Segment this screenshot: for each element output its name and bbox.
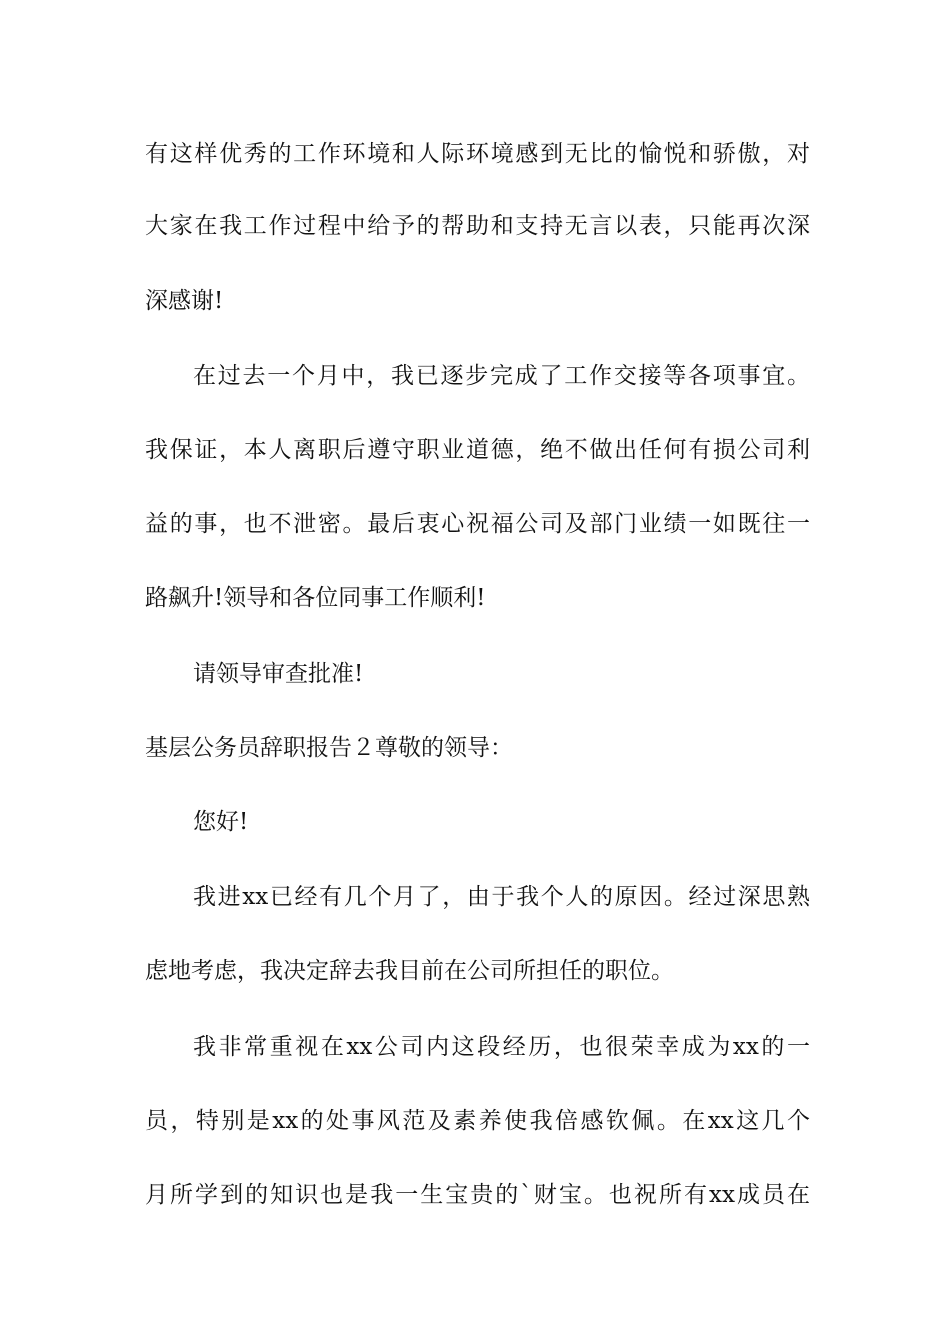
text-line-6: 益的事，也不泄密。最后衷心祝福公司及部门业绩一如既往一 [145, 511, 810, 537]
text-line-7: 路飙升!领导和各位同事工作顺利! [145, 585, 486, 611]
text-line-3: 深感谢! [145, 288, 224, 314]
text-line-12: 虑地考虑，我决定辞去我目前在公司所担任的职位。 [145, 958, 674, 984]
text-line-2: 大家在我工作过程中给予的帮助和支持无言以表，只能再次深 [145, 213, 810, 239]
text-line-5: 我保证，本人离职后遵守职业道德，绝不做出任何有损公司利 [145, 437, 810, 463]
text-line-8: 请领导审查批准! [193, 661, 364, 687]
text-line-15: 月所学到的知识也是我一生宝贵的`财宝。也祝所有xx成员在 [145, 1182, 810, 1208]
text-line-4: 在过去一个月中，我已逐步完成了工作交接等各项事宜。 [193, 363, 810, 389]
text-line-13: 我非常重视在xx公司内这段经历，也很荣幸成为xx的一 [193, 1034, 810, 1060]
greeting-line: 您好! [193, 809, 249, 835]
text-line-11: 我进xx已经有几个月了，由于我个人的原因。经过深思熟 [193, 884, 810, 910]
text-line-1: 有这样优秀的工作环境和人际环境感到无比的愉悦和骄傲，对 [145, 141, 810, 167]
text-line-14: 员，特别是xx的处事风范及素养使我倍感钦佩。在xx这几个 [145, 1108, 810, 1134]
section-heading: 基层公务员辞职报告２尊敬的领导： [145, 735, 513, 761]
